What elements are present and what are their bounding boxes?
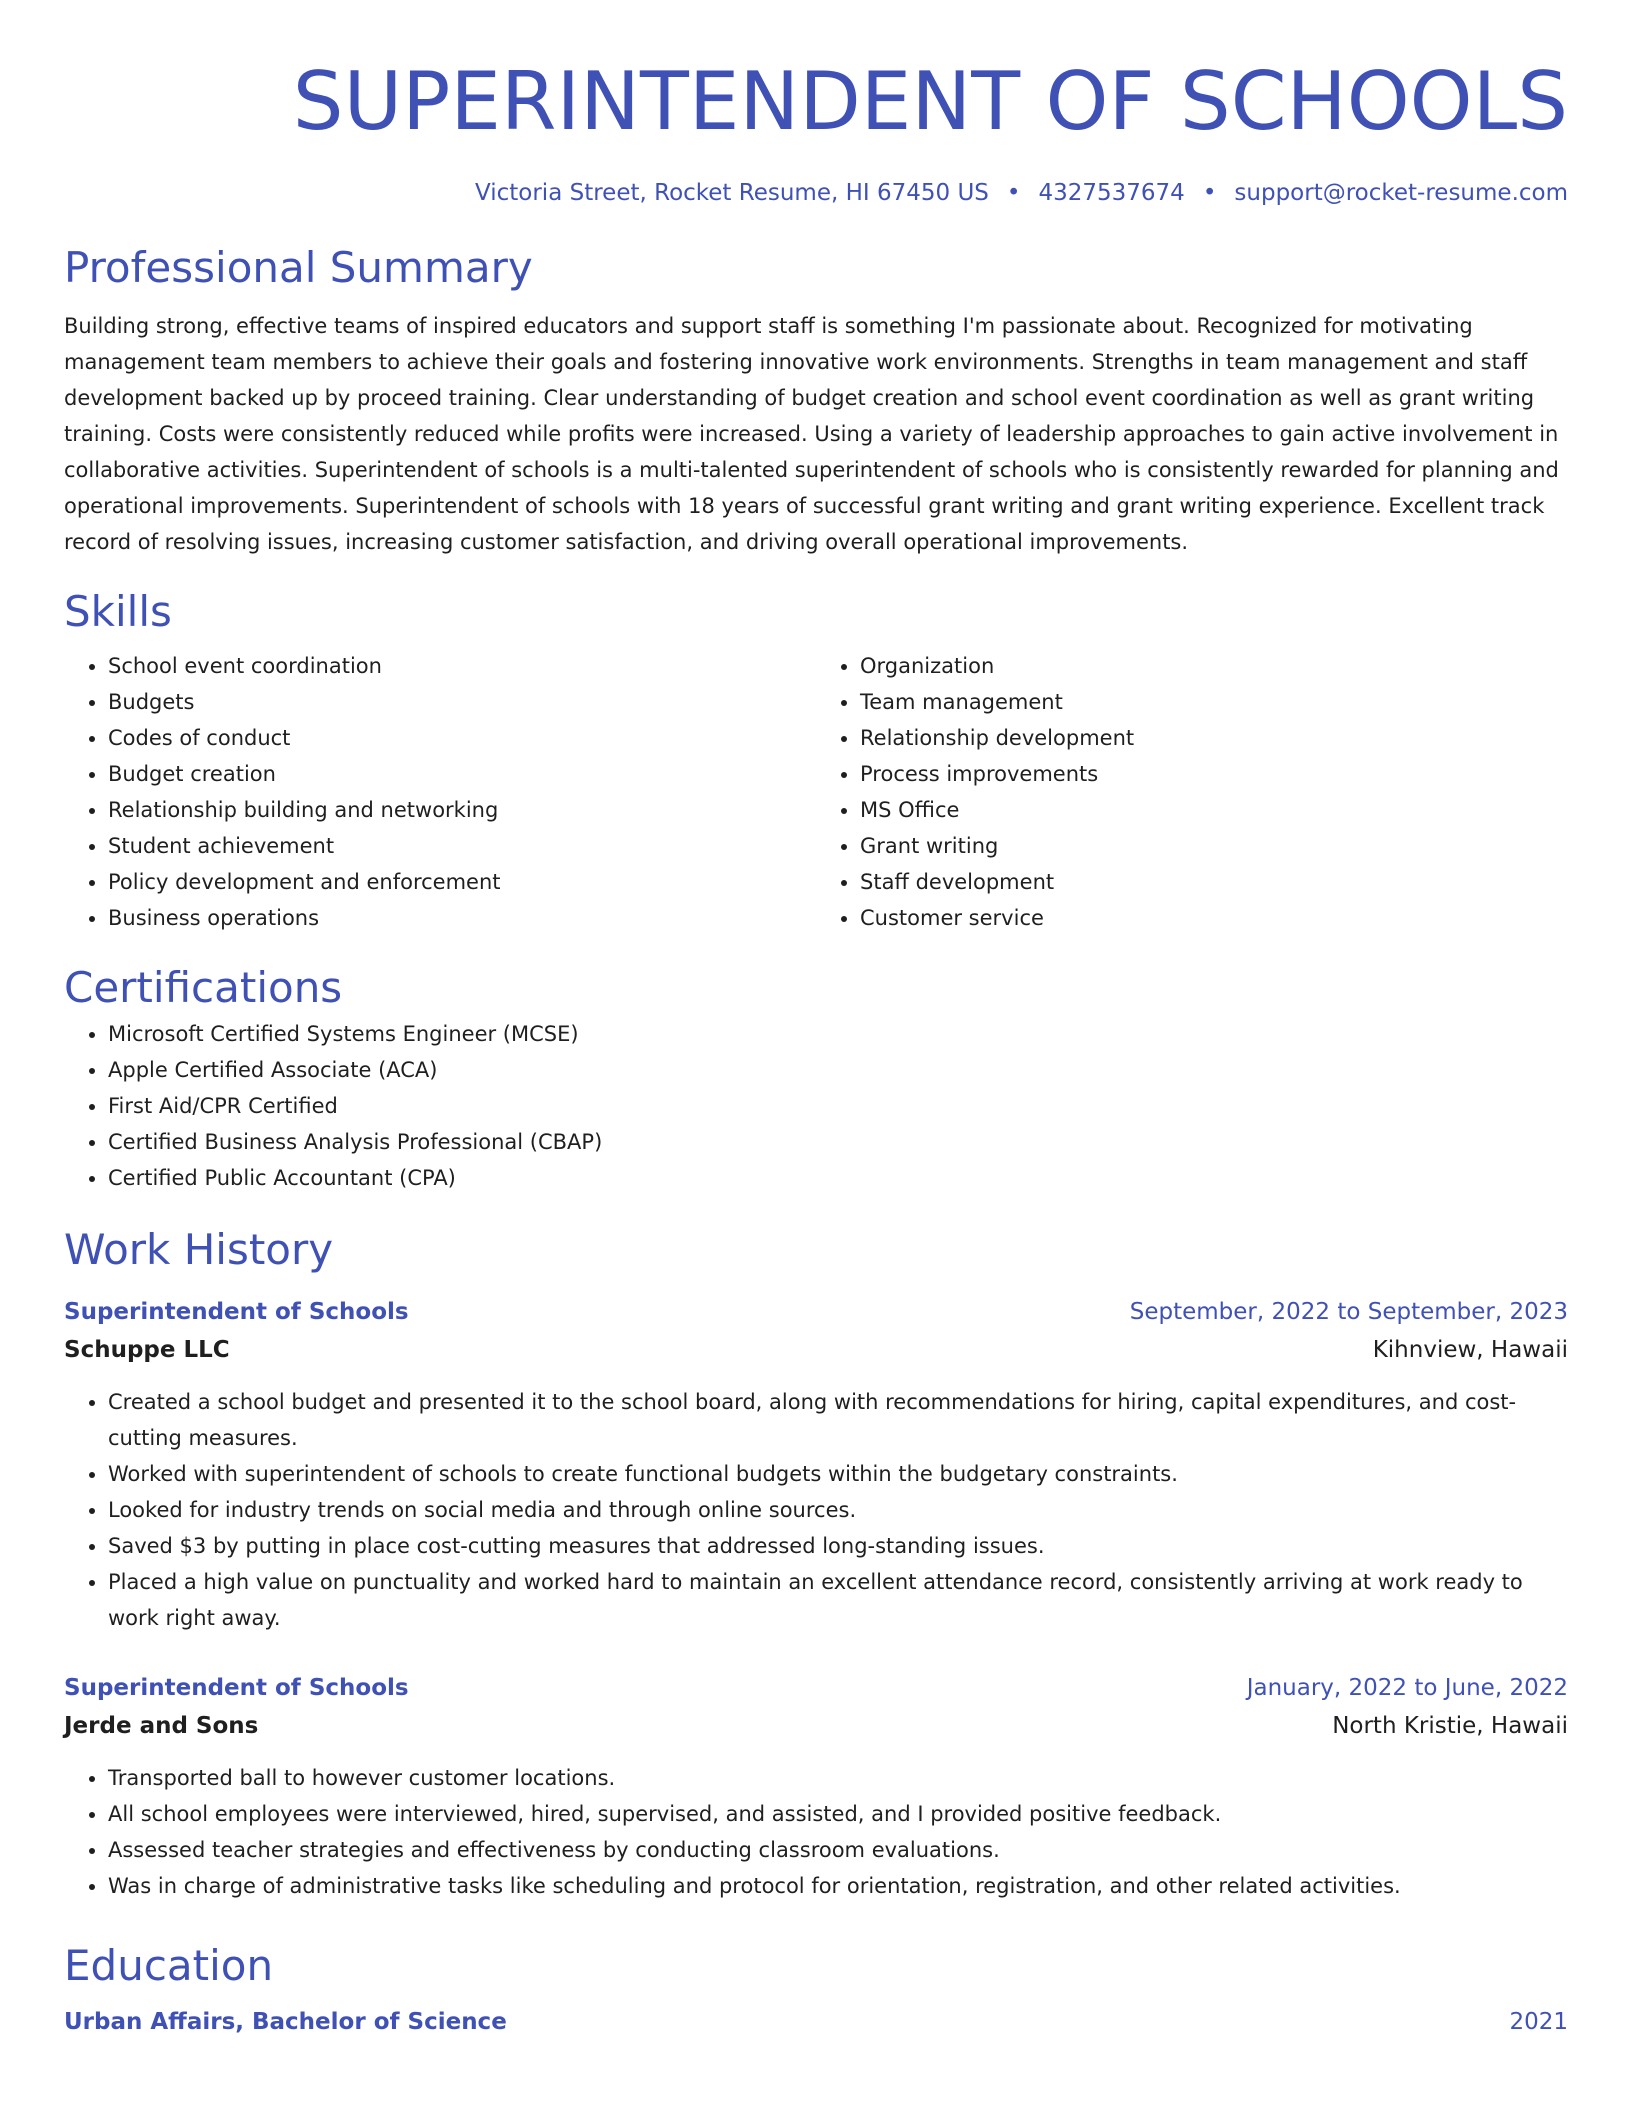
skills-list-right	[816, 648, 1568, 936]
skill-item: • Business operations	[108, 900, 816, 936]
skill-item: • Budget creation	[108, 756, 816, 792]
skill-item: • Process improvements	[860, 756, 1568, 792]
resume-page	[64, 0, 1568, 2040]
job-bullet: • Worked with superintendent of schools to create functional budgets within the budgetary constraints.	[108, 1456, 1568, 1492]
contact-address: Victoria Street, Rocket Resume, HI 67450 US	[475, 180, 989, 206]
certifications-list	[64, 1016, 1568, 1196]
skill-item: • Relationship building and networking	[108, 792, 816, 828]
skill-item: • Codes of conduct	[108, 720, 816, 756]
job-bullets	[64, 1760, 1568, 1904]
skill-item: • Grant writing	[860, 828, 1568, 864]
job-entry	[64, 1294, 1568, 1636]
certification-item: • First Aid/CPR Certified	[108, 1088, 1568, 1124]
skill-item: • Staff development	[860, 864, 1568, 900]
certification-item: • Certified Public Accountant (CPA)	[108, 1160, 1568, 1196]
skill-item: • Student achievement	[108, 828, 816, 864]
certification-item: • Microsoft Certified Systems Engineer (MCSE)	[108, 1016, 1568, 1052]
education-heading: Education	[64, 1941, 274, 1990]
job-bullet: • Saved $3 by putting in place cost-cutting measures that addressed long-standing issues.	[108, 1528, 1568, 1564]
job-title: Superintendent of Schools	[64, 1299, 409, 1325]
contact-phone: 4327537674	[1038, 180, 1185, 206]
skill-item: • Customer service	[860, 900, 1568, 936]
job-bullet: • Was in charge of administrative tasks like scheduling and protocol for orientation, registration, and other related activities.	[108, 1868, 1568, 1904]
job-bullet: • Assessed teacher strategies and effectiveness by conducting classroom evaluations.	[108, 1832, 1568, 1868]
skills-list-left	[64, 648, 816, 936]
job-company-row	[64, 1706, 1568, 1746]
contact-separator: •	[1202, 180, 1217, 206]
summary-text: Building strong, effective teams of inspired educators and support staff is something I'm passionate about. Recognized for motivating management team members to achieve their goals and fostering innovative work environments. Strengths in team management and staff development backed up by proceed training. Clear understanding of budget creation and school event coordination as well as grant writing training. Costs were consistently reduced while profits were increased. Using a variety of leadership approaches to gain active involvement in collaborative activities. Superintendent of schools is a multi-talented superintendent of schools who is consistently rewarded for planning and operational improvements. Superintendent of schools with 18 years of successful grant writing and grant writing experience. Excellent track record of resolving issues, increasing customer satisfaction, and driving overall operational improvements.	[64, 314, 1559, 554]
job-header-row	[64, 1294, 1568, 1330]
work-history-heading: Work History	[64, 1225, 334, 1274]
job-title: Superintendent of Schools	[64, 1675, 409, 1701]
skill-item: • Budgets	[108, 684, 816, 720]
contact-separator: •	[1006, 180, 1021, 206]
certifications-heading: Certifications	[64, 963, 343, 1012]
job-location: North Kristie, Hawaii	[1332, 1713, 1568, 1739]
skill-item: • Policy development and enforcement	[108, 864, 816, 900]
contact-line	[64, 176, 1568, 210]
skills-heading: Skills	[64, 587, 172, 636]
job-company: Schuppe LLC	[64, 1337, 230, 1363]
skill-item: • Relationship development	[860, 720, 1568, 756]
certification-item: • Certified Business Analysis Professional (CBAP)	[108, 1124, 1568, 1160]
education-year: 2021	[1509, 2009, 1568, 2035]
skills-columns	[64, 648, 1568, 936]
job-dates: September, 2022 to September, 2023	[1129, 1299, 1568, 1325]
skill-item: • School event coordination	[108, 648, 816, 684]
job-bullet: • Transported ball to however customer locations.	[108, 1760, 1568, 1796]
job-bullet: • Created a school budget and presented it to the school board, along with recommendations for hiring, capital expenditures, and cost-cutting measures.	[108, 1384, 1568, 1456]
job-entry	[64, 1670, 1568, 1904]
job-bullet: • Placed a high value on punctuality and worked hard to maintain an excellent attendance record, consistently arriving at work ready to work right away.	[108, 1564, 1568, 1636]
job-location: Kihnview, Hawaii	[1372, 1337, 1568, 1363]
resume-name-heading: SUPERINTENDENT OF SCHOOLS	[292, 55, 1568, 148]
contact-email: support@rocket-resume.com	[1234, 180, 1568, 206]
job-bullet: • Looked for industry trends on social media and through online sources.	[108, 1492, 1568, 1528]
job-company: Jerde and Sons	[64, 1713, 259, 1739]
job-header-row	[64, 1670, 1568, 1706]
education-degree: Urban Affairs, Bachelor of Science	[64, 2009, 507, 2035]
skill-item: • MS Office	[860, 792, 1568, 828]
skill-item: • Team management	[860, 684, 1568, 720]
summary-heading: Professional Summary	[64, 243, 533, 292]
job-company-row	[64, 1330, 1568, 1370]
education-entry	[64, 2004, 1568, 2040]
skill-item: • Organization	[860, 648, 1568, 684]
job-dates: January, 2022 to June, 2022	[1246, 1675, 1568, 1701]
job-bullet: • All school employees were interviewed, hired, supervised, and assisted, and I provided positive feedback.	[108, 1796, 1568, 1832]
job-bullets	[64, 1384, 1568, 1636]
certification-item: • Apple Certified Associate (ACA)	[108, 1052, 1568, 1088]
